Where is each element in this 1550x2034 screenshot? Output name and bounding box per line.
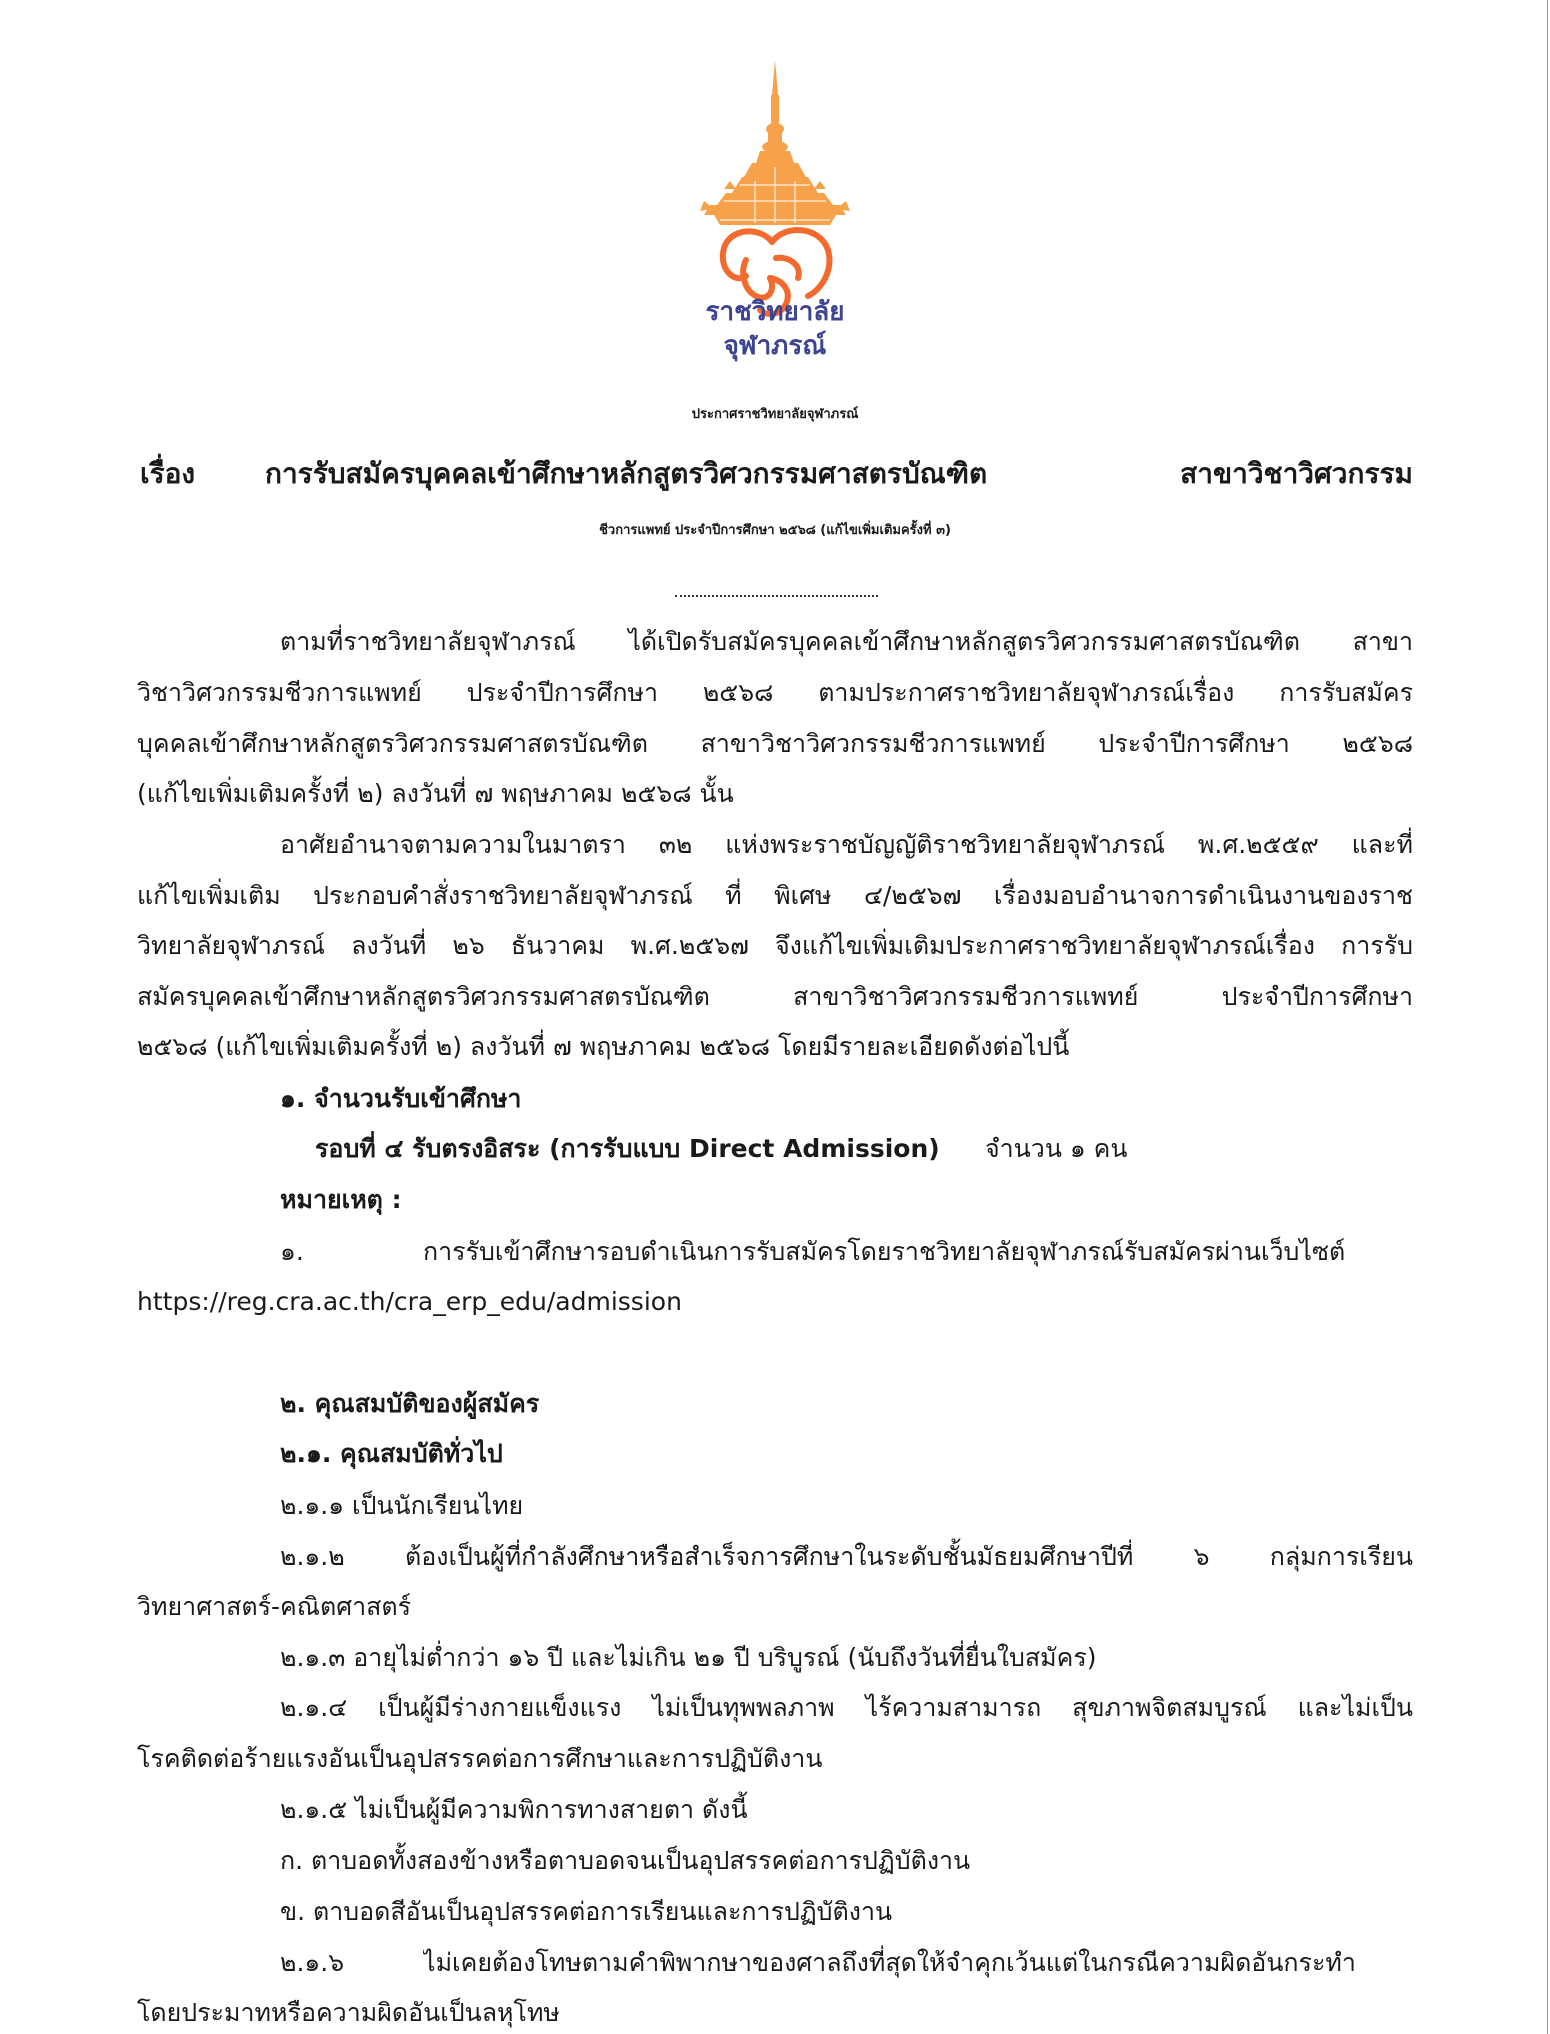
section2-1-heading: ๒.๑. คุณสมบัติทั่วไป [280,1439,503,1468]
item-2-1-2-line-1: ๒.๑.๒ ต้องเป็นผู้ที่กำลังศึกษาหรือสำเร็จการศึกษาในระดับชั้นมัธยมศึกษาปีที่ ๖ กลุ่มการเรียน [280,1542,1413,1571]
admission-url-link[interactable]: https://reg.cra.ac.th/cra_erp_edu/admission [137,1287,682,1316]
item-2-1-5: ๒.๑.๕ ไม่เป็นผู้มีความพิการทางสายตา ดังนี้ [280,1795,748,1824]
subject-label: เรื่อง [140,457,196,490]
para2-line-2: แก้ไขเพิ่มเติม ประกอบคำสั่งราชวิทยาลัยจุฬาภรณ์ ที่ พิเศษ ๔/๒๕๖๗ เรื่องมอบอำนาจการดำเนินงานของราช [137,881,1413,910]
item-2-1-5-a: ก. ตาบอดทั้งสองข้างหรือตาบอดจนเป็นอุปสรรคต่อการปฏิบัติงาน [280,1846,971,1875]
para1-line-2: วิชาวิศวกรรมชีวการแพทย์ ประจำปีการศึกษา ๒๕๖๘ ตามประกาศราชวิทยาลัยจุฬาภรณ์เรื่อง การรับสมัคร [137,678,1413,707]
separator-dotted-line [675,595,878,597]
item-2-1-4-line-1: ๒.๑.๔ เป็นผู้มีร่างกายแข็งแรง ไม่เป็นทุพพลภาพ ไร้ความสามารถ สุขภาพจิตสมบูรณ์ และไม่เป็น [280,1693,1413,1722]
para1-line-4: (แก้ไขเพิ่มเติมครั้งที่ ๒) ลงวันที่ ๗ พฤษภาคม ๒๕๖๘ นั้น [137,779,734,808]
item-2-1-6-number: ๒.๑.๖ [280,1948,345,1977]
item-2-1-3: ๒.๑.๓ อายุไม่ต่ำกว่า ๑๖ ปี และไม่เกิน ๒๑ ปี บริบูรณ์ (นับถึงวันที่ยื่นใบสมัคร) [280,1643,1097,1672]
item-2-1-2-line-2: วิทยาศาสตร์-คณิตศาสตร์ [137,1592,412,1621]
section1-round: รอบที่ ๔ รับตรงอิสระ (การรับแบบ Direct Admission) [315,1134,940,1163]
item-2-1-6-text: ไม่เคยต้องโทษตามคำพิพากษาของศาลถึงที่สุดให้จำคุกเว้นแต่ในกรณีความผิดอันกระทำ [423,1948,1356,1977]
para1-line-3: บุคคลเข้าศึกษาหลักสูตรวิศวกรรมศาสตรบัณฑิต สาขาวิชาวิศวกรรมชีวการแพทย์ ประจำปีการศึกษา ๒๕๖๘ [137,729,1413,758]
note-text: การรับเข้าศึกษารอบดำเนินการรับสมัครโดยราชวิทยาลัยจุฬาภรณ์รับสมัครผ่านเว็บไซต์ [423,1237,1346,1266]
section1-heading: ๑. จำนวนรับเข้าศึกษา [280,1084,522,1113]
subject-line-2: ชีวการแพทย์ ประจำปีการศึกษา ๒๕๖๘ (แก้ไขเพิ่มเติมครั้งที่ ๓) [599,523,951,538]
page-edge [1547,0,1548,2034]
page-title: ประกาศราชวิทยาลัยจุฬาภรณ์ [691,407,859,422]
para2-line-4: สมัครบุคคลเข้าศึกษาหลักสูตรวิศวกรรมศาสตรบัณฑิต สาขาวิชาวิศวกรรมชีวการแพทย์ ประจำปีการศึกษา [137,982,1413,1011]
section1-quantity: จำนวน ๑ คน [985,1134,1128,1163]
para1-line-1: ตามที่ราชวิทยาลัยจุฬาภรณ์ ได้เปิดรับสมัครบุคคลเข้าศึกษาหลักสูตรวิศวกรรมศาสตรบัณฑิต สาขา [280,627,1413,656]
note-number: ๑. [280,1237,304,1266]
college-logo [690,55,860,375]
item-2-1-1: ๒.๑.๑ เป็นนักเรียนไทย [280,1491,524,1520]
para2-line-3: วิทยาลัยจุฬาภรณ์ ลงวันที่ ๒๖ ธันวาคม พ.ศ.๒๕๖๗ จึงแก้ไขเพิ่มเติมประกาศราชวิทยาลัยจุฬาภรณ์เรื่อง การรับ [137,931,1413,960]
logo-name-line1: ราชวิทยาลัย [705,297,845,327]
section2-heading: ๒. คุณสมบัติของผู้สมัคร [280,1389,540,1418]
subject-line-1: การรับสมัครบุคคลเข้าศึกษาหลักสูตรวิศวกรรมศาสตรบัณฑิต สาขาวิชาวิศวกรรม [265,457,1413,490]
para2-line-5: ๒๕๖๘ (แก้ไขเพิ่มเติมครั้งที่ ๒) ลงวันที่ ๗ พฤษภาคม ๒๕๖๘ โดยมีรายละเอียดดังต่อไปนี้ [137,1032,1070,1061]
logo-name-line2: จุฬาภรณ์ [723,331,827,361]
note-label: หมายเหตุ : [280,1185,402,1214]
item-2-1-6-line-2: โดยประมาทหรือความผิดอันเป็นลหุโทษ [137,1998,560,2027]
para2-line-1: อาศัยอำนาจตามความในมาตรา ๓๒ แห่งพระราชบัญญัติราชวิทยาลัยจุฬาภรณ์ พ.ศ.๒๕๕๙ และที่ [280,830,1413,859]
item-2-1-4-line-2: โรคติดต่อร้ายแรงอันเป็นอุปสรรคต่อการศึกษาและการปฏิบัติงาน [137,1744,823,1773]
item-2-1-5-b: ข. ตาบอดสีอันเป็นอุปสรรคต่อการเรียนและการปฏิบัติงาน [280,1897,893,1926]
